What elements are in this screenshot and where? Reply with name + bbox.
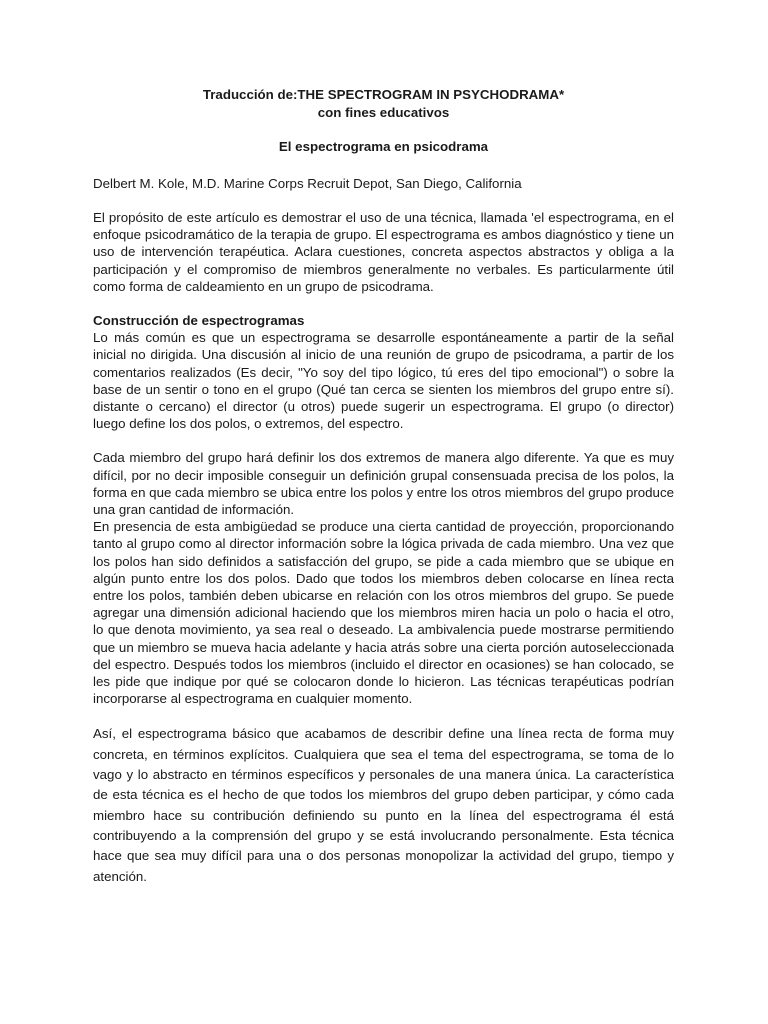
paragraph-2: Cada miembro del grupo hará definir los dos extremos de manera algo diferente. Ya que es muy difícil, por no decir imposible conseguir un definición grupal consensuada precisa de los polos, la forma en que cada miembro se ubica entre los polos y entre los otros miembros del grupo produce una gran cantidad de información. xyxy=(93,450,674,518)
author-line: Delbert M. Kole, M.D. Marine Corps Recruit Depot, San Diego, California xyxy=(93,176,522,191)
paragraph-1: Lo más común es que un espectrograma se desarrolle espontáneamente a partir de la señal inicial no dirigida. Una discusión al inicio de una reunión de grupo de psicodrama, a partir de los comentarios realizados (Es decir, "Yo soy del tipo lógico, tú eres del tipo emocional") o sobre la base de un sentir o tono en el grupo (Qué tan cerca se sienten los miembros del grupo entre sí). distante o cercano) el director (u otros) puede sugerir un espectrograma. El grupo (o director) luego define los dos polos, o extremos, del espectro. xyxy=(93,330,674,432)
title-line-1: Traducción de:THE SPECTROGRAM IN PSYCHODRAMA* xyxy=(202,87,565,102)
document-body xyxy=(93,209,674,887)
intro-paragraph: El propósito de este artículo es demostrar el uso de una técnica, llamada 'el espectrograma, en el enfoque psicodramático de la terapia de grupo. El espectrograma es ambos diagnóstico y tiene un uso de intervención terapéutica. Aclara cuestiones, concreta aspectos abstractos y obliga a la participación y el compromiso de miembros generalmente no verbales. Es particularmente útil como forma de caldeamiento en un grupo de psicodrama. xyxy=(93,210,674,294)
document-title xyxy=(93,86,674,122)
section-heading: Construcción de espectrogramas xyxy=(93,313,305,329)
title-line-2: con fines educativos xyxy=(317,105,450,120)
paragraph-4: Así, el espectrograma básico que acabamos de describir define una línea recta de forma muy concreta, en términos explícitos. Cualquiera que sea el tema del espectrograma, se toma de lo vago y lo abstracto en términos específicos y personales de una manera única. La característica de esta técnica es el hecho de que todos los miembros del grupo deben participar, y cómo cada miembro hace su contribución definiendo su punto en la línea del espectrograma él está contribuyendo a la comprensión del grupo y se está involucrando personalmente. Esta técnica hace que sea muy difícil para una o dos personas monopolizar la actividad del grupo, tiempo y atención. xyxy=(93,726,674,884)
document-subtitle: El espectrograma en psicodrama xyxy=(278,139,489,154)
paragraph-3: En presencia de esta ambigüedad se produce una cierta cantidad de proyección, proporcionando tanto al grupo como al director información sobre la lógica privada de cada miembro. Una vez que los polos han sido definidos a satisfacción del grupo, se pide a cada miembro que se ubique en algún punto entre los dos polos. Dado que todos los miembros deben colocarse en línea recta entre los polos, también deben ubicarse en relación con los otros miembros del grupo. Se puede agregar una dimensión adicional haciendo que los miembros miren hacia un polo o hacia el otro, lo que denota movimiento, ya sea real o deseado. La ambivalencia puede mostrarse permitiendo que un miembro se mueva hacia adelante y hacia atrás sobre una cierta porción autoseleccionada del espectro. Después todos los miembros (incluido el director en ocasiones) se han colocado, se les pide que indique por qué se colocaron donde lo hicieron. Las técnicas terapéuticas podrían incorporarse al espectrograma en cualquier momento. xyxy=(93,519,674,707)
